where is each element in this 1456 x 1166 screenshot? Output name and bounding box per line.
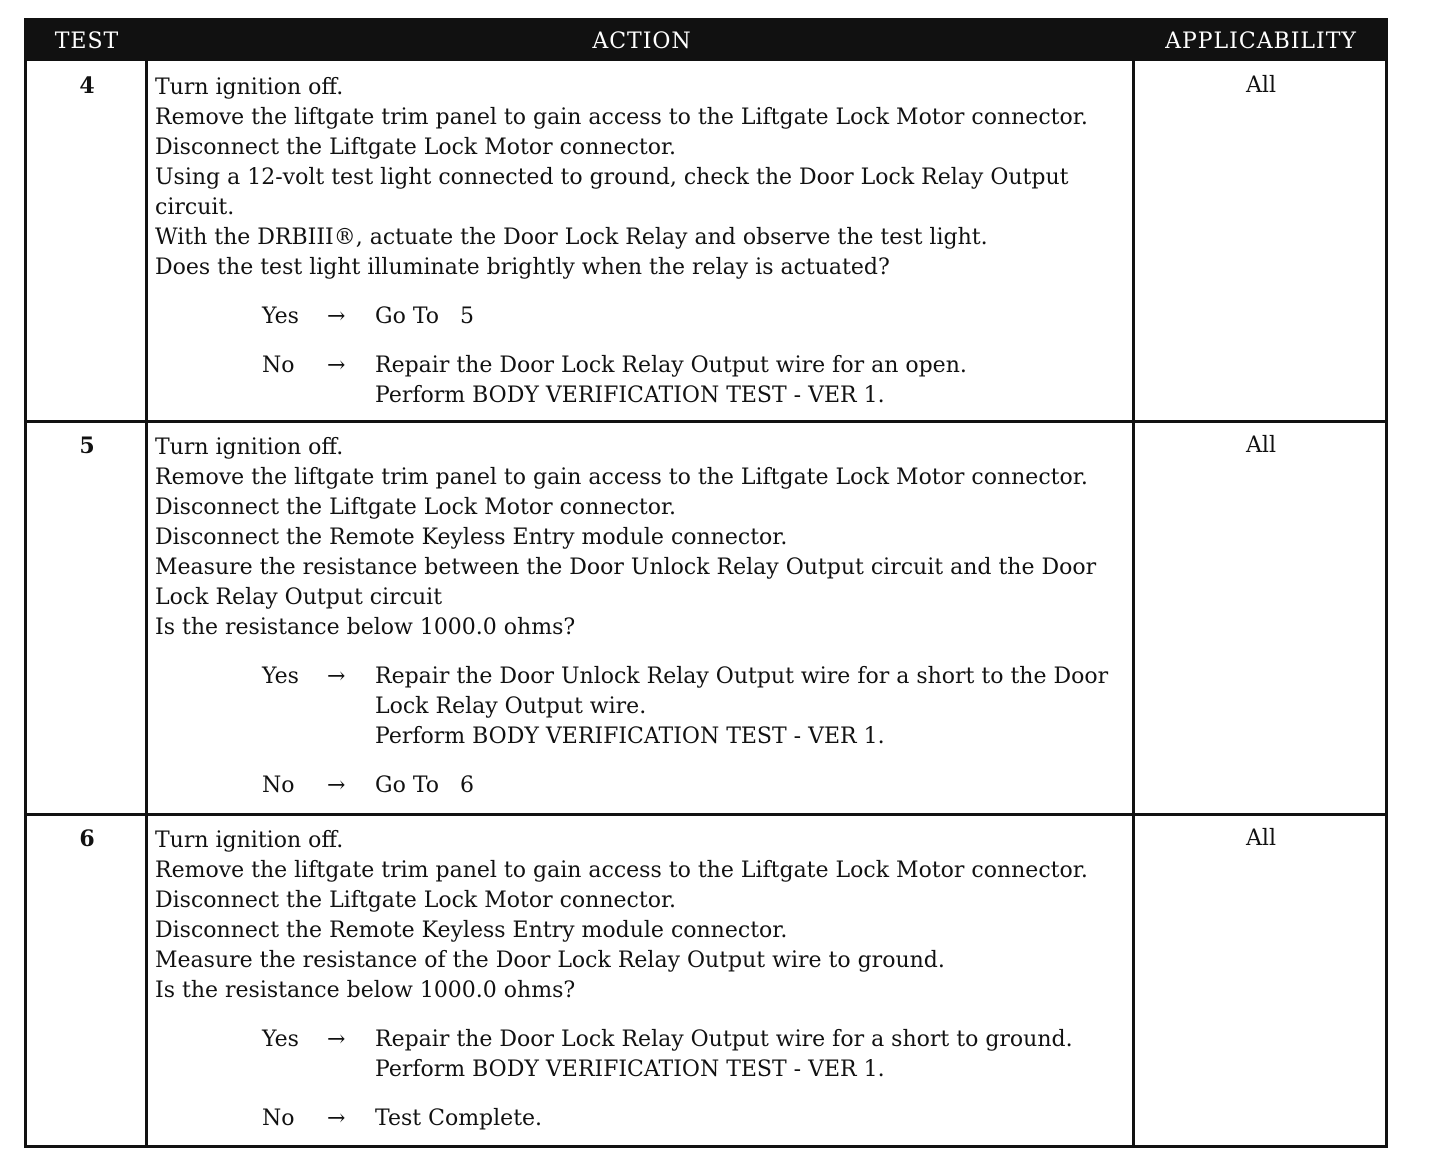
- yes-result: [375, 662, 1135, 752]
- test-number: 6: [79, 826, 95, 852]
- no-result: [375, 771, 1135, 801]
- no-branch: [155, 1104, 1135, 1134]
- step-list: [155, 433, 1135, 643]
- result-line: Repair the Door Lock Relay Output wire for a short to ground.: [375, 1027, 1073, 1052]
- no-branch: [155, 771, 1135, 801]
- yes-label: Yes: [262, 1027, 299, 1052]
- result-line: Go To 6: [375, 773, 474, 798]
- no-label: No: [262, 773, 295, 798]
- test-number: 5: [79, 433, 95, 459]
- yes-branch: [155, 302, 1135, 332]
- step: Does the test light illuminate brightly when the relay is actuated?: [155, 255, 890, 280]
- step: Turn ignition off.: [155, 828, 344, 853]
- yes-result: [375, 1025, 1135, 1085]
- step: Remove the liftgate trim panel to gain access to the Liftgate Lock Motor connector.: [155, 105, 1088, 130]
- step: Measure the resistance between the Door Unlock Relay Output circuit and the Door Lock Relay Output circuit: [155, 555, 1097, 610]
- step: Turn ignition off.: [155, 435, 344, 460]
- arrow-icon: →: [327, 353, 346, 378]
- yes-label: Yes: [262, 304, 299, 329]
- table-row: [27, 423, 1385, 813]
- arrow-icon: →: [327, 1027, 346, 1052]
- step: Turn ignition off.: [155, 75, 344, 100]
- step: Is the resistance below 1000.0 ohms?: [155, 978, 576, 1003]
- table-header: [27, 21, 1385, 61]
- step: Remove the liftgate trim panel to gain access to the Liftgate Lock Motor connector.: [155, 858, 1088, 883]
- header-action: ACTION: [592, 29, 692, 54]
- step: Remove the liftgate trim panel to gain access to the Liftgate Lock Motor connector.: [155, 465, 1088, 490]
- table-row: [27, 816, 1385, 1145]
- header-test: TEST: [54, 29, 120, 54]
- no-label: No: [262, 1106, 295, 1131]
- step: Disconnect the Liftgate Lock Motor connector.: [155, 495, 677, 520]
- arrow-icon: →: [327, 773, 346, 798]
- result-line: Perform BODY VERIFICATION TEST - VER 1.: [375, 383, 885, 408]
- header-applicability: APPLICABILITY: [1165, 29, 1357, 54]
- step: Measure the resistance of the Door Lock Relay Output wire to ground.: [155, 948, 945, 973]
- table-row: [27, 63, 1385, 420]
- applicability-cell: All: [1246, 433, 1276, 458]
- step: Is the resistance below 1000.0 ohms?: [155, 615, 576, 640]
- step-list: [155, 826, 1135, 1006]
- applicability-cell: All: [1246, 826, 1276, 851]
- action-cell: [155, 826, 1135, 1134]
- step: Disconnect the Remote Keyless Entry module connector.: [155, 525, 788, 550]
- no-result: [375, 351, 1135, 411]
- result-line: Perform BODY VERIFICATION TEST - VER 1.: [375, 1057, 885, 1082]
- result-line: Repair the Door Unlock Relay Output wire for a short to the Door Lock Relay Output wire.: [375, 664, 1109, 719]
- applicability-cell: All: [1246, 73, 1276, 98]
- diagnostic-test-table: [24, 18, 1388, 1148]
- step: With the DRBIII®, actuate the Door Lock Relay and observe the test light.: [155, 225, 988, 250]
- no-label: No: [262, 353, 295, 378]
- step: Disconnect the Liftgate Lock Motor connector.: [155, 888, 677, 913]
- result-line: Repair the Door Lock Relay Output wire for an open.: [375, 353, 967, 378]
- no-branch: [155, 351, 1135, 411]
- step-list: [155, 73, 1135, 283]
- arrow-icon: →: [327, 664, 346, 689]
- arrow-icon: →: [327, 304, 346, 329]
- step: Using a 12-volt test light connected to ground, check the Door Lock Relay Output circuit.: [155, 165, 1069, 220]
- test-number: 4: [79, 73, 95, 99]
- action-cell: [155, 73, 1135, 411]
- no-result: [375, 1104, 1135, 1134]
- step: Disconnect the Remote Keyless Entry module connector.: [155, 918, 788, 943]
- action-cell: [155, 433, 1135, 801]
- result-line: Test Complete.: [375, 1106, 543, 1131]
- step: Disconnect the Liftgate Lock Motor connector.: [155, 135, 677, 160]
- arrow-icon: →: [327, 1106, 346, 1131]
- yes-branch: [155, 1025, 1135, 1085]
- result-line: Go To 5: [375, 304, 474, 329]
- yes-result: [375, 302, 1135, 332]
- yes-branch: [155, 662, 1135, 752]
- result-line: Perform BODY VERIFICATION TEST - VER 1.: [375, 724, 885, 749]
- yes-label: Yes: [262, 664, 299, 689]
